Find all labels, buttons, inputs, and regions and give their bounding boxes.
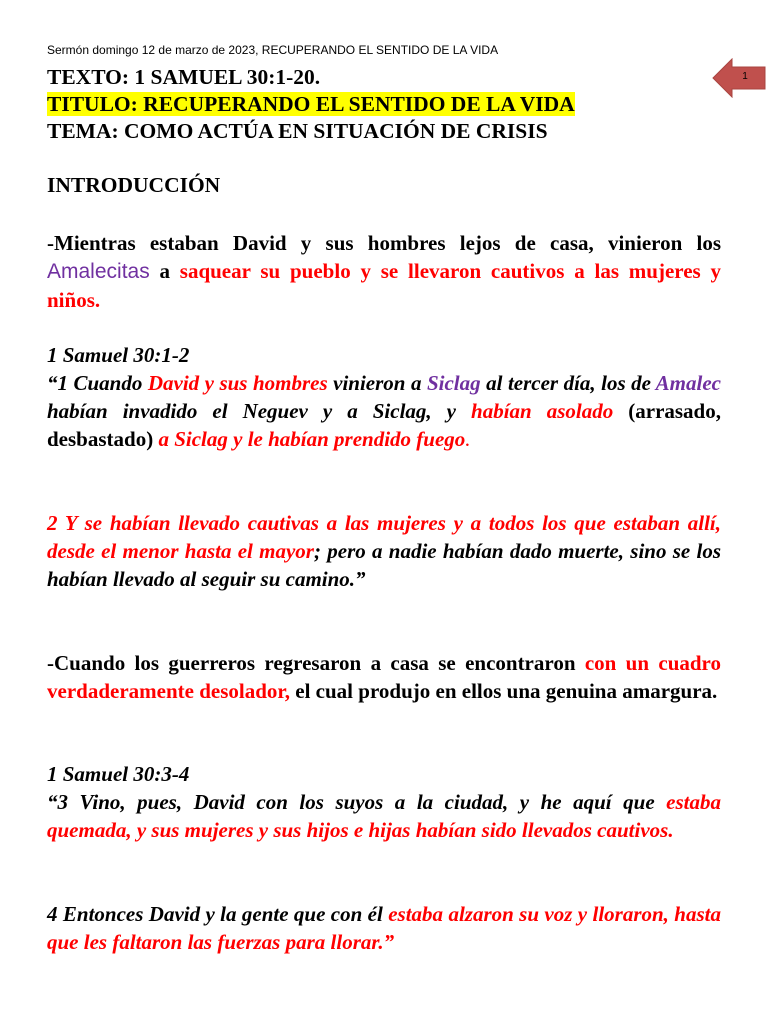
text-run: habían invadido el Neguev y a Siclag, y <box>47 399 472 423</box>
text-run: “1 Cuando <box>47 371 148 395</box>
text-run-red: con un cuadro verdaderamente desolador, <box>47 651 721 703</box>
verse-1 <box>47 369 721 453</box>
titulo-highlight: TITULO: RECUPERANDO EL SENTIDO DE LA VIDA <box>47 92 575 116</box>
texto-line: TEXTO: 1 SAMUEL 30:1-20. <box>47 65 321 89</box>
tema-line: TEMA: COMO ACTÚA EN SITUACIÓN DE CRISIS <box>47 119 548 143</box>
text-run: . <box>465 427 471 451</box>
text-run-parenthetical: (arrasado, desbastado) <box>47 399 721 451</box>
text-run: “3 Vino, pues, David con los suyos a la ciudad, y he aquí que <box>47 790 667 814</box>
text-run: -Cuando los guerreros regresaron a casa se encontraron <box>47 651 585 675</box>
text-run-red: estaba alzaron su voz y lloraron, hasta que les faltaron las fuerzas para llorar.” <box>47 902 721 954</box>
text-run: al tercer día, los de <box>480 371 656 395</box>
text-run-red: 2 <box>47 511 65 535</box>
text-run: 4 Entonces David y la gente que con él <box>47 902 389 926</box>
text-run-amalecitas: Amalecitas <box>47 260 150 283</box>
scripture-reference: 1 Samuel 30:3-4 <box>47 762 190 786</box>
text-run: el cual produjo en ellos una genuina amargura. <box>290 679 718 703</box>
paragraph-intro <box>47 229 721 314</box>
text-run-red: a Siclag y le habían prendido fuego <box>158 427 466 451</box>
page-number: 1 <box>742 71 748 82</box>
text-run-red: saquear su pueblo y se llevaron cautivos a las mujeres y niños. <box>47 259 722 312</box>
titulo-line <box>47 91 575 117</box>
text-run-red: Y se habían llevado cautivas a las mujeres y a todos los que estaban allí, desde el menor hasta el mayor <box>47 511 721 563</box>
text-run: vinieron a <box>327 371 427 395</box>
text-run-red: estaba quemada, y sus mujeres y sus hijos e hijas habían sido llevados cautivos. <box>47 790 721 842</box>
page-header: Sermón domingo 12 de marzo de 2023, RECUPERANDO EL SENTIDO DE LA VIDA <box>47 43 499 57</box>
text-run: a <box>149 259 180 283</box>
text-run: ; pero a nadie habían dado muerte, sino se los habían llevado al seguir su camino.” <box>47 539 721 591</box>
text-run-red: habían asolado <box>471 399 614 423</box>
paragraph-crisis <box>47 649 721 705</box>
verse-2 <box>47 509 721 593</box>
text-run-red: David y sus hombres <box>147 371 328 395</box>
verse-4 <box>47 900 721 956</box>
text-run: -Mientras estaban David y sus hombres lejos de casa, vinieron los <box>47 231 721 255</box>
scripture-reference: 1 Samuel 30:1-2 <box>47 343 190 367</box>
text-run-amalec: Amalec <box>655 371 721 395</box>
section-heading: INTRODUCCIÓN <box>47 173 221 197</box>
verse-3 <box>47 788 721 844</box>
text-run-siclag: Siclag <box>426 371 481 395</box>
